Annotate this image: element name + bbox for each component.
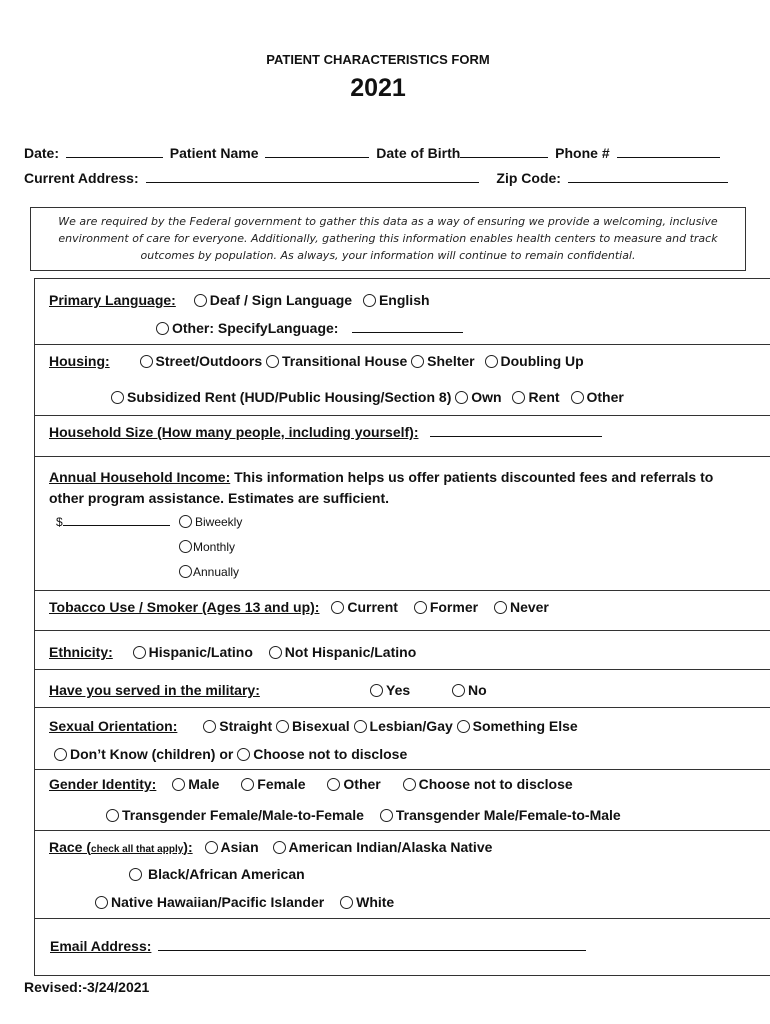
tobacco-label: Tobacco Use / Smoker (Ages 13 and up): xyxy=(49,599,320,615)
radio-icon[interactable] xyxy=(237,748,250,761)
primary-language-label: Primary Language: xyxy=(49,292,176,308)
radio-icon[interactable] xyxy=(179,540,192,553)
housing-own-option[interactable]: Own xyxy=(455,389,501,405)
ethnicity-hispanic-option[interactable]: Hispanic/Latino xyxy=(133,644,253,660)
radio-icon[interactable] xyxy=(133,646,146,659)
patient-name-input[interactable] xyxy=(265,145,369,158)
military-label: Have you served in the military: xyxy=(49,682,260,698)
radio-icon[interactable] xyxy=(411,355,424,368)
income-description: This information helps us offer patients discounted fees and referrals to other program assistance. Estimates are sufficient. xyxy=(49,469,714,506)
radio-icon[interactable] xyxy=(266,355,279,368)
date-input[interactable] xyxy=(66,145,163,158)
gender-female-option[interactable]: Female xyxy=(241,776,305,792)
orientation-something-else-option[interactable]: Something Else xyxy=(457,718,578,734)
email-input[interactable] xyxy=(158,938,586,951)
orientation-not-disclose-option[interactable]: Choose not to disclose xyxy=(237,746,407,762)
dob-label: Date of Birth xyxy=(376,145,461,161)
dob-input[interactable] xyxy=(460,145,548,158)
zip-input[interactable] xyxy=(568,170,728,183)
radio-icon[interactable] xyxy=(179,515,192,528)
ethnicity-label: Ethnicity: xyxy=(49,644,113,660)
orientation-straight-option[interactable]: Straight xyxy=(203,718,272,734)
radio-icon[interactable] xyxy=(205,841,218,854)
orientation-lesbian-gay-option[interactable]: Lesbian/Gay xyxy=(354,718,453,734)
radio-icon[interactable] xyxy=(403,778,416,791)
race-label: Race (check all that apply): xyxy=(49,839,193,855)
radio-icon[interactable] xyxy=(512,391,525,404)
military-no-option[interactable]: No xyxy=(452,682,487,698)
radio-icon[interactable] xyxy=(273,841,286,854)
household-size-label: Household Size (How many people, including yourself): xyxy=(49,424,419,440)
radio-icon[interactable] xyxy=(156,322,169,335)
radio-icon[interactable] xyxy=(455,391,468,404)
patient-name-label: Patient Name xyxy=(169,145,259,161)
radio-icon[interactable] xyxy=(106,809,119,822)
radio-icon[interactable] xyxy=(571,391,584,404)
race-black-option[interactable]: Black/African American xyxy=(129,866,305,882)
divider xyxy=(34,918,770,919)
divider xyxy=(34,707,770,708)
divider xyxy=(34,415,770,416)
lang-other-input[interactable] xyxy=(352,320,463,333)
address-label: Current Address: xyxy=(24,170,139,186)
income-amount-input[interactable] xyxy=(63,515,170,526)
radio-icon[interactable] xyxy=(269,646,282,659)
notice-text: We are required by the Federal government to gather this data as a way of ensuring we provide a welcoming, inclusive environment of care for everyone. Additionally, gathering this information enables health centers to measure and track outcomes by population. As always, your information will continue to remain confidential. xyxy=(58,215,718,262)
ethnicity-not-hispanic-option[interactable]: Not Hispanic/Latino xyxy=(269,644,416,660)
race-native-hawaiian-option[interactable]: Native Hawaiian/Pacific Islander xyxy=(95,894,324,910)
gender-trans-male-option[interactable]: Transgender Male/Female-to-Male xyxy=(380,807,621,823)
income-monthly-option[interactable]: Monthly xyxy=(179,540,235,554)
gender-other-option[interactable]: Other xyxy=(327,776,380,792)
income-block xyxy=(49,467,739,509)
lang-english-option[interactable]: English xyxy=(363,292,430,308)
tobacco-former-option[interactable]: Former xyxy=(414,599,478,615)
gender-trans-female-option[interactable]: Transgender Female/Male-to-Female xyxy=(106,807,364,823)
orientation-dont-know-option[interactable]: Don’t Know (children) or xyxy=(54,746,233,762)
date-label: Date: xyxy=(24,145,60,161)
radio-icon[interactable] xyxy=(194,294,207,307)
radio-icon[interactable] xyxy=(414,601,427,614)
tobacco-current-option[interactable]: Current xyxy=(331,599,398,615)
radio-icon[interactable] xyxy=(485,355,498,368)
lang-deaf-option[interactable]: Deaf / Sign Language xyxy=(194,292,352,308)
radio-icon[interactable] xyxy=(452,684,465,697)
radio-icon[interactable] xyxy=(241,778,254,791)
form-title: PATIENT CHARACTERISTICS FORM xyxy=(266,52,490,67)
divider xyxy=(34,669,770,670)
gender-male-option[interactable]: Male xyxy=(172,776,219,792)
housing-label: Housing: xyxy=(49,353,110,369)
radio-icon[interactable] xyxy=(111,391,124,404)
radio-icon[interactable] xyxy=(363,294,376,307)
housing-other-option[interactable]: Other xyxy=(571,389,624,405)
radio-icon[interactable] xyxy=(179,565,192,578)
phone-label: Phone # xyxy=(555,145,610,161)
phone-input[interactable] xyxy=(617,145,720,158)
income-label: Annual Household Income: xyxy=(49,469,231,485)
form-year: 2021 xyxy=(350,74,406,102)
orientation-bisexual-option[interactable]: Bisexual xyxy=(276,718,350,734)
radio-icon[interactable] xyxy=(276,720,289,733)
radio-icon[interactable] xyxy=(129,868,142,881)
radio-icon[interactable] xyxy=(203,720,216,733)
income-biweekly-option[interactable]: Biweekly xyxy=(179,515,242,529)
zip-label: Zip Code: xyxy=(496,170,561,186)
radio-icon[interactable] xyxy=(340,896,353,909)
address-input[interactable] xyxy=(146,170,479,183)
divider xyxy=(34,344,770,345)
gender-label: Gender Identity: xyxy=(49,776,157,792)
divider xyxy=(34,590,770,591)
lang-other-option[interactable]: Other: SpecifyLanguage: xyxy=(156,320,338,336)
race-american-indian-option[interactable]: American Indian/Alaska Native xyxy=(273,839,493,855)
orientation-label: Sexual Orientation: xyxy=(49,718,178,734)
housing-street-option[interactable]: Street/Outdoors xyxy=(140,353,263,369)
radio-icon[interactable] xyxy=(380,809,393,822)
housing-transitional-option[interactable]: Transitional House xyxy=(266,353,407,369)
household-size-input[interactable] xyxy=(430,424,602,437)
revised-date: Revised:-3/24/2021 xyxy=(24,979,150,995)
divider xyxy=(34,630,770,631)
radio-icon[interactable] xyxy=(140,355,153,368)
radio-icon[interactable] xyxy=(370,684,383,697)
divider xyxy=(34,830,770,831)
housing-doubling-option[interactable]: Doubling Up xyxy=(485,353,584,369)
radio-icon[interactable] xyxy=(95,896,108,909)
gender-not-disclose-option[interactable]: Choose not to disclose xyxy=(403,776,573,792)
radio-icon[interactable] xyxy=(327,778,340,791)
race-white-option[interactable]: White xyxy=(340,894,394,910)
housing-shelter-option[interactable]: Shelter xyxy=(411,353,474,369)
radio-icon[interactable] xyxy=(331,601,344,614)
radio-icon[interactable] xyxy=(457,720,470,733)
divider xyxy=(34,769,770,770)
housing-rent-option[interactable]: Rent xyxy=(512,389,559,405)
currency-symbol: $ xyxy=(56,515,63,529)
radio-icon[interactable] xyxy=(354,720,367,733)
housing-subsidized-option[interactable]: Subsidized Rent (HUD/Public Housing/Section 8) xyxy=(111,389,451,405)
military-yes-option[interactable]: Yes xyxy=(370,682,410,698)
email-label: Email Address: xyxy=(50,938,152,954)
tobacco-never-option[interactable]: Never xyxy=(494,599,549,615)
divider xyxy=(34,456,770,457)
radio-icon[interactable] xyxy=(54,748,67,761)
radio-icon[interactable] xyxy=(172,778,185,791)
race-asian-option[interactable]: Asian xyxy=(205,839,259,855)
radio-icon[interactable] xyxy=(494,601,507,614)
notice-box xyxy=(30,207,746,271)
income-annually-option[interactable]: Annually xyxy=(179,565,239,579)
